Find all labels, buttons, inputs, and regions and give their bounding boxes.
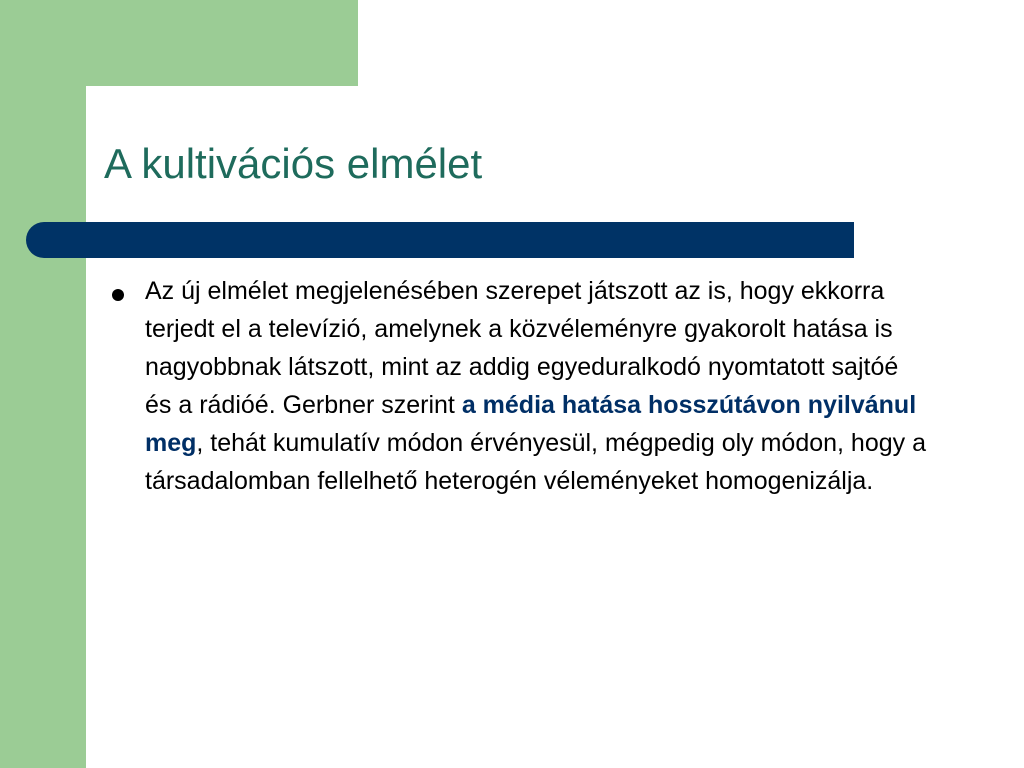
bullet-text-tail: , tehát kumulatív módon érvényesül, mégpedig oly módon, hogy a társadalomban fellelhető heterogén véleményeket homogenizálja. <box>145 429 926 495</box>
bullet-list <box>100 272 930 500</box>
title-underline-bar <box>26 222 854 258</box>
bullet-text-lead: Az új elmélet megjelenésében szerepet játszott az is, hogy ekkorra terjedt el a televízió, amelynek a közvéleményre gyakorolt hatása is nagyobbnak látszott, mint az addig egyeduralkodó nyomtatott sajtóé és a rádióé. Gerbner szerint <box>145 277 899 419</box>
decorative-green-band-vertical <box>0 0 86 768</box>
bullet-text <box>145 272 930 500</box>
bullet-dot-icon <box>112 289 124 301</box>
bullet-text-emphasis: a média hatása hosszútávon nyilvánul meg <box>145 391 917 457</box>
decorative-green-band-horizontal <box>0 0 358 86</box>
bullet-item <box>100 272 930 500</box>
slide-title: A kultivációs elmélet <box>104 140 483 187</box>
